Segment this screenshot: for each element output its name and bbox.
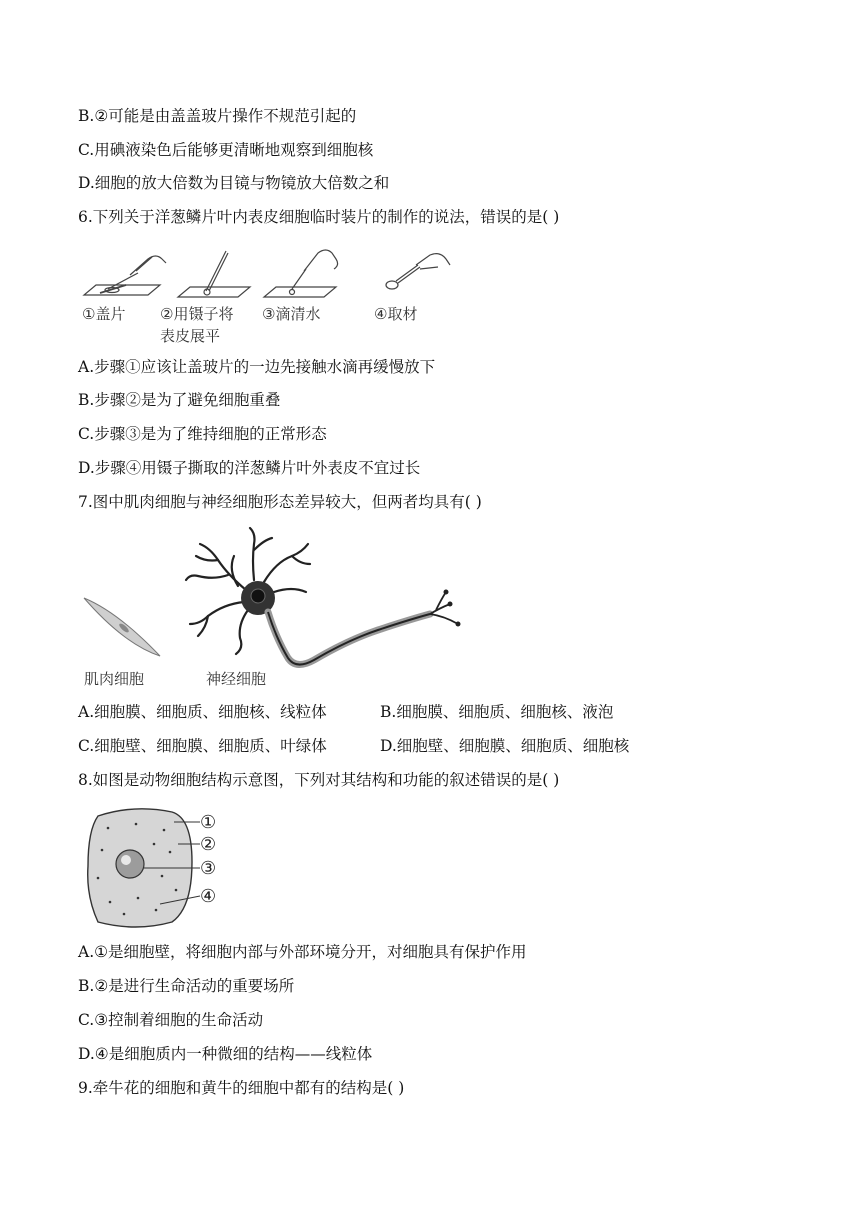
q6-option-c: C.步骤③是为了维持细胞的正常形态 [78, 425, 327, 443]
q5-option-d: D.细胞的放大倍数为目镜与物镜放大倍数之和 [78, 174, 390, 192]
q6-label-step2-line2: 表皮展平 [160, 327, 221, 345]
q8-label-4: ④ [200, 886, 217, 907]
q7-option-c: C.细胞壁、细胞膜、细胞质、叶绿体 [78, 737, 327, 755]
q7-label-muscle: 肌肉细胞 [84, 670, 145, 688]
q6-steps-illustration [78, 245, 478, 305]
q7-option-a: A.细胞膜、细胞质、细胞核、线粒体 [78, 703, 327, 721]
q7-option-d: D.细胞壁、细胞膜、细胞质、细胞核 [380, 737, 630, 755]
q8-label-3: ③ [200, 858, 217, 879]
q7-label-neuron: 神经细胞 [206, 670, 267, 688]
neuron-terminals [430, 592, 458, 624]
q7-options-row2 [78, 736, 629, 756]
q7-cells-figure [78, 520, 478, 692]
muscle-cell-shape [84, 598, 160, 656]
q8-option-d: D.④是细胞质内一种微细的结构——线粒体 [78, 1045, 373, 1063]
q8-option-c: C.③控制着细胞的生命活动 [78, 1011, 264, 1029]
q9-stem: 9.牵牛花的细胞和黄牛的细胞中都有的结构是( ) [78, 1079, 405, 1097]
q8-animal-cell-figure [84, 806, 234, 932]
q5-option-c: C.用碘液染色后能够更清晰地观察到细胞核 [78, 141, 374, 159]
q7-option-b: B.细胞膜、细胞质、细胞核、液泡 [380, 703, 614, 721]
q7-stem: 7.图中肌肉细胞与神经细胞形态差异较大，但两者均具有( ) [78, 493, 482, 511]
q6-option-a: A.步骤①应该让盖玻片的一边先接触水滴再缓慢放下 [78, 358, 436, 376]
q6-label-step1: ①盖片 [82, 305, 126, 323]
q6-option-b: B.步骤②是为了避免细胞重叠 [78, 391, 281, 409]
q7-options-row1 [78, 702, 613, 722]
q6-label-step2-line1: ②用镊子将 [160, 305, 234, 323]
q6-stem: 6.下列关于洋葱鳞片叶内表皮细胞临时装片的制作的说法，错误的是( ) [78, 208, 560, 226]
cell-nucleus-shape [116, 850, 144, 878]
q5-option-b: B.②可能是由盖盖玻片操作不规范引起的 [78, 107, 357, 125]
neuron-nucleus [251, 589, 265, 603]
q6-label-step4: ④取材 [374, 305, 418, 323]
q6-label-step3: ③滴清水 [262, 305, 321, 323]
q8-option-a: A.①是细胞壁，将细胞内部与外部环境分开，对细胞具有保护作用 [78, 943, 527, 961]
q8-stem: 8.如图是动物细胞结构示意图，下列对其结构和功能的叙述错误的是( ) [78, 771, 560, 789]
q6-option-d: D.步骤④用镊子撕取的洋葱鳞片叶外表皮不宜过长 [78, 459, 421, 477]
q6-steps-figure [78, 245, 478, 345]
q8-option-b: B.②是进行生命活动的重要场所 [78, 977, 295, 995]
q7-cells-illustration [78, 520, 478, 670]
q8-label-2: ② [200, 834, 217, 855]
neuron-myelin [268, 612, 430, 665]
q8-label-1: ① [200, 812, 217, 833]
